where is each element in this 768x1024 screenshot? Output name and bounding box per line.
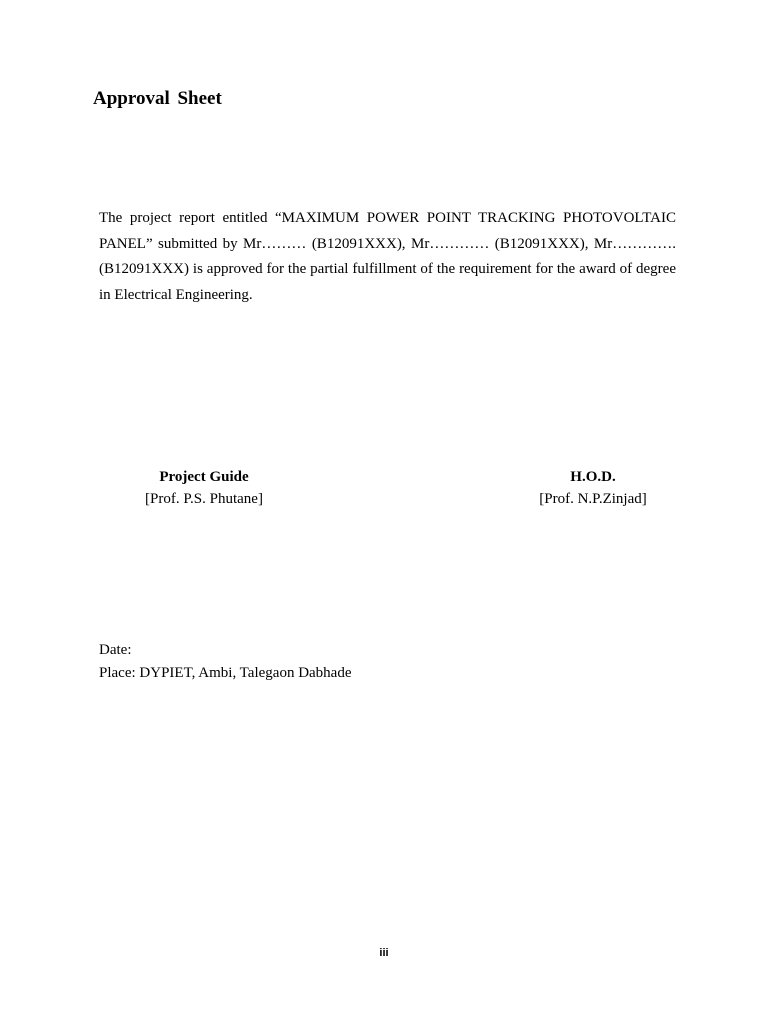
project-guide-name: [Prof. P.S. Phutane] xyxy=(145,491,263,507)
hod-signature xyxy=(532,466,654,510)
hod-name: [Prof. N.P.Zinjad] xyxy=(539,491,647,507)
page-number: iii xyxy=(379,947,389,959)
hod-role: H.O.D. xyxy=(570,469,616,485)
place-label: Place: DYPIET, Ambi, Talegaon Dabhade xyxy=(99,665,352,681)
project-guide-role: Project Guide xyxy=(159,469,249,485)
page-title: Approval Sheet xyxy=(93,88,222,109)
project-guide-signature xyxy=(136,466,272,510)
approval-paragraph: The project report entitled “MAXIMUM POWER POINT TRACKING PHOTOVOLTAIC PANEL” submitted by Mr……… (B12091XXX), Mr………… (B12091XXX), Mr…………. (B12091XXX) is approved for the partial fulfillment of the requirement for the award of degree in Electrical Engineering. xyxy=(99,210,676,303)
date-label: Date: xyxy=(99,642,132,658)
date-place-block xyxy=(99,639,352,685)
